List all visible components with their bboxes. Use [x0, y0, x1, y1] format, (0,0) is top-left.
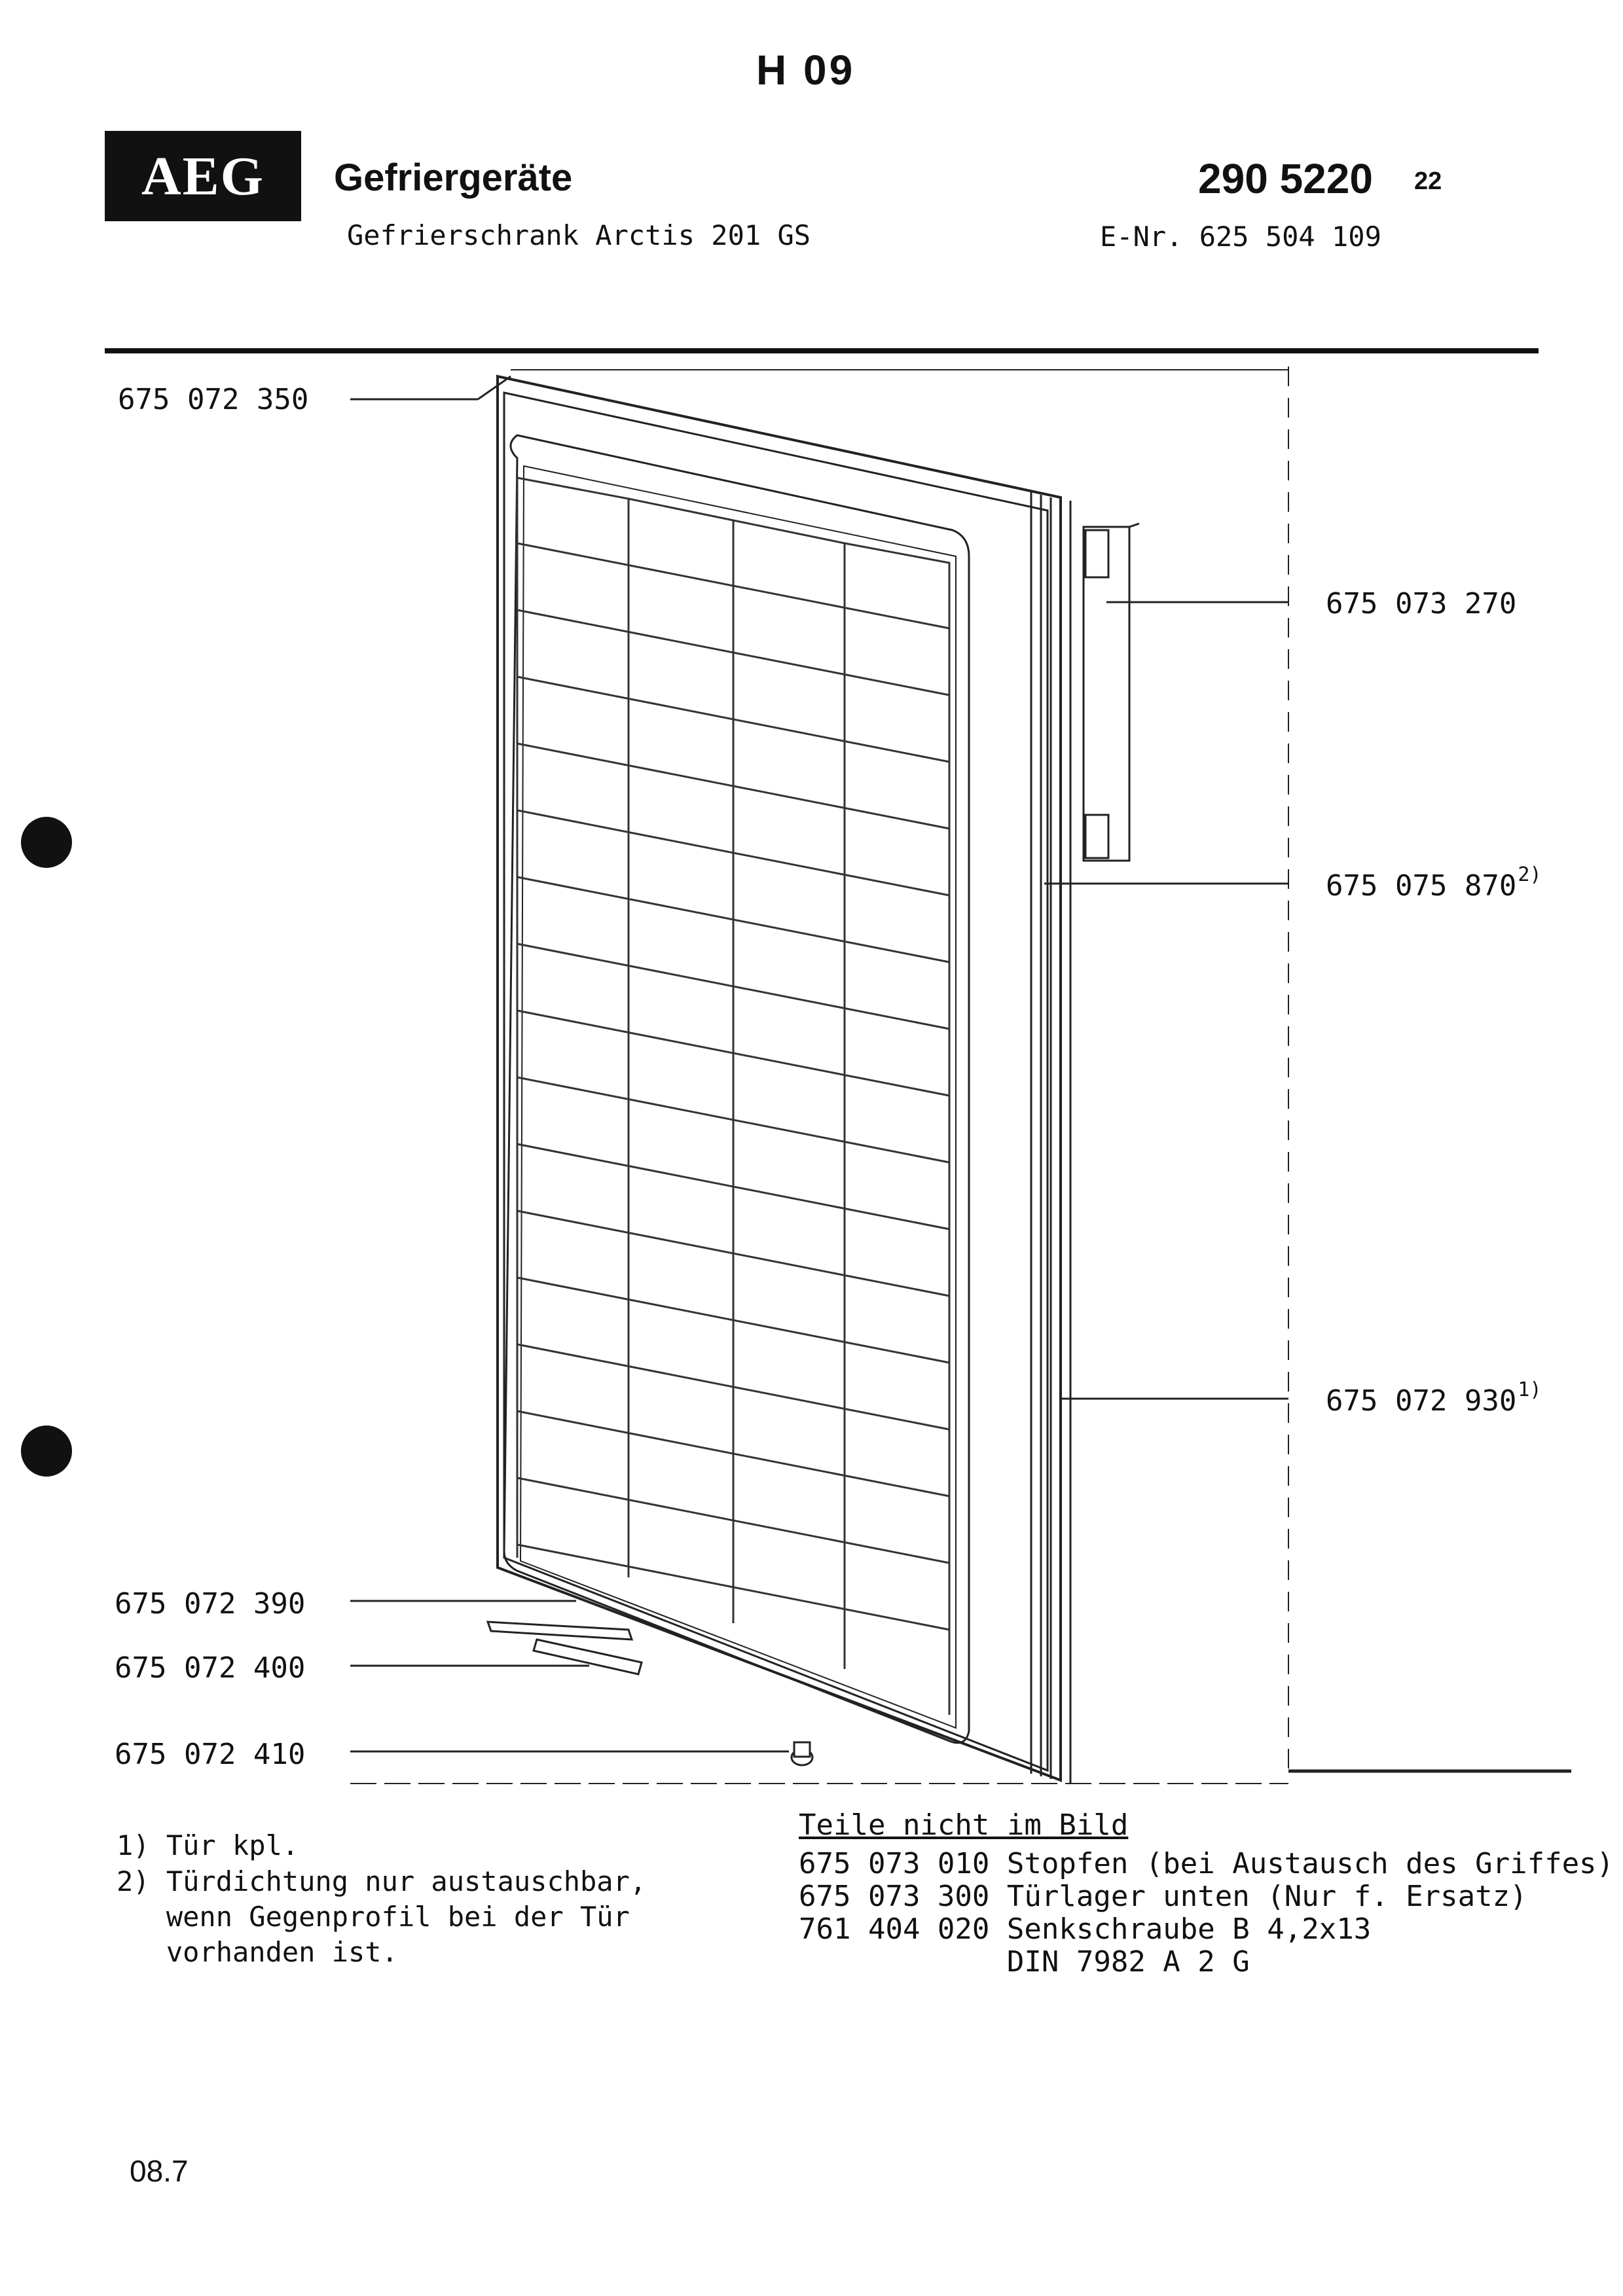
not-pictured-title: Teile nicht im Bild: [799, 1808, 1129, 1842]
part-label-handle: [1326, 587, 1516, 620]
footnote-2: 2) Türdichtung nur austauschbar, wenn Gegenprofil bei der Tür vorhanden ist.: [117, 1865, 647, 1968]
doc-number: 290 5220: [1198, 155, 1373, 202]
date-code: 08.7: [130, 2154, 189, 2188]
part-label-hinge-bracket: [115, 1651, 305, 1685]
door-drawing-frame: [350, 367, 1571, 1784]
sheet-code: H 09: [756, 46, 856, 94]
part-label-door-complete: [1326, 1378, 1542, 1418]
part-label-door-hinge-top: [118, 383, 308, 416]
part-number: 675 072 400: [115, 1651, 306, 1685]
footnote-ref: 2): [1518, 863, 1542, 886]
category-title: Gefriergeräte: [334, 156, 573, 199]
part-number: 675 072 390: [115, 1587, 306, 1621]
part-label-hinge-plate: [115, 1587, 305, 1621]
model-name: Gefrierschrank Arctis 201 GS: [347, 219, 811, 251]
doc-number-suffix: 22: [1414, 168, 1442, 195]
footnote-ref: 1): [1518, 1378, 1542, 1401]
e-number: E-Nr. 625 504 109: [1100, 221, 1381, 253]
door-liner-grid: [517, 478, 949, 1715]
part-number: 675 073 270: [1326, 587, 1517, 620]
not-pictured-row: DIN 7982 A 2 G: [799, 1945, 1250, 1979]
part-number: 675 072 410: [115, 1738, 306, 1771]
not-pictured-row: 675 073 300 Türlager unten (Nur f. Ersatz): [799, 1880, 1527, 1913]
part-label-bearing-pin: [115, 1738, 305, 1771]
part-number: 675 072 930: [1326, 1384, 1517, 1418]
not-pictured-row: 761 404 020 Senkschraube B 4,2x13: [799, 1912, 1372, 1946]
part-label-door-seal: [1326, 863, 1542, 903]
footnote-1: 1) Tür kpl.: [117, 1829, 299, 1861]
not-pictured-row: 675 073 010 Stopfen (bei Austausch des Griffes): [799, 1847, 1614, 1880]
brand-text: AEG: [141, 145, 265, 207]
part-number: 675 072 350: [118, 383, 309, 416]
part-number: 675 075 870: [1326, 869, 1517, 903]
